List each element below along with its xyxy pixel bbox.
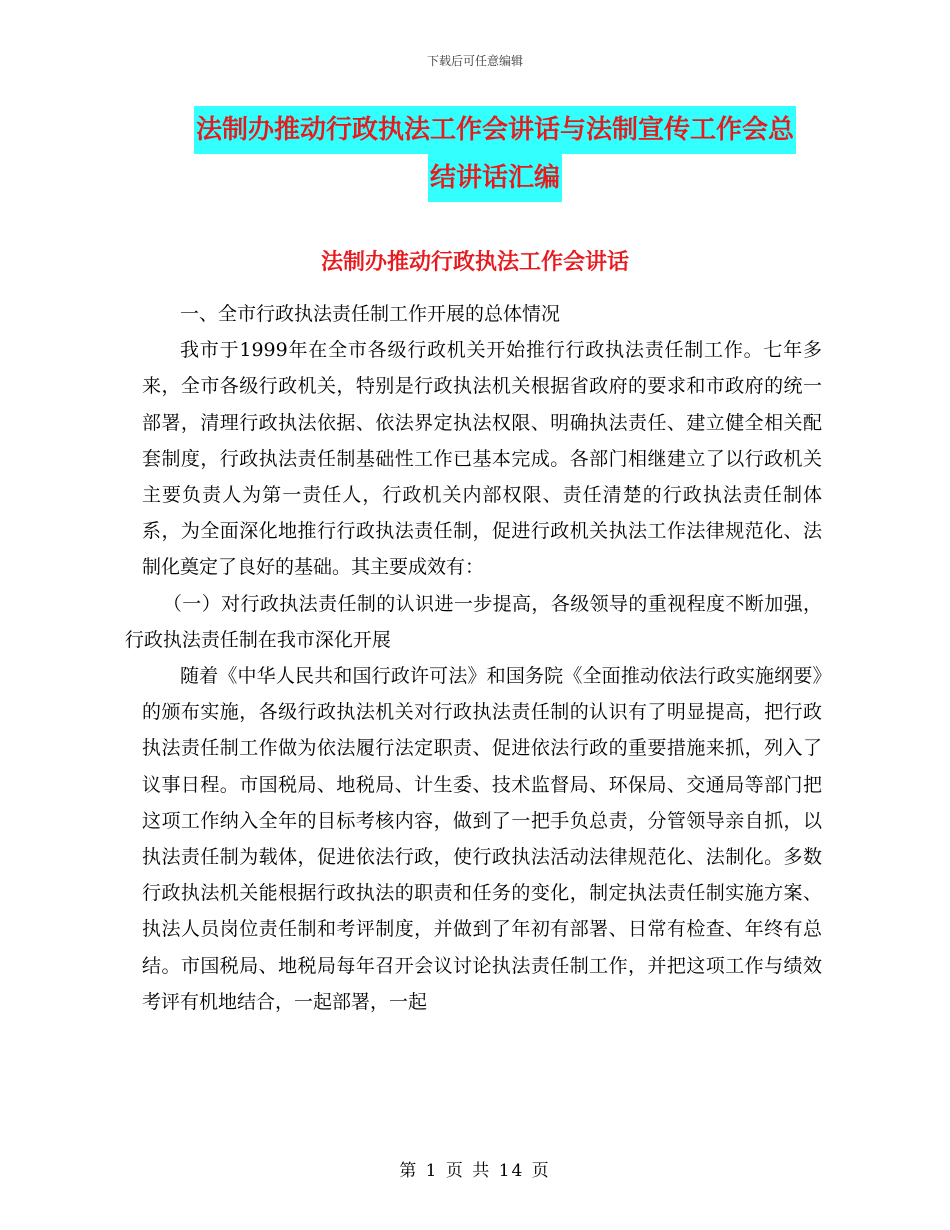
header-note: 下载后可任意编辑 bbox=[426, 54, 523, 68]
paragraph: 随着《中华人民共和国行政许可法》和国务院《全面推动依法行政实施纲要》的颁布实施，各级行政执法机关对行政执法责任制的认识有了明显提高，把行政执法责任制工作做为依法履行法定职责、促进依法行政的重要措施来抓，列入了议事日程。市国税局、地税局、计生委、技术监督局、环保局、交通局等部门把这项工作纳入全年的目标考核内容，做到了一把手负总责，分管领导亲自抓，以执法责任制为载体，促进依法行政，使行政执法活动法律规范化、法制化。多数行政执法机关能根据行政执法的职责和任务的变化，制定执法责任制实施方案、执法人员岗位责任制和考评制度，并做到了年初有部署、日常有检查、年终有总结。市国税局、地税局每年召开会议讨论执法责任制工作，并把这项工作与绩效考评有机地结合，一起部署，一起 bbox=[142, 665, 822, 1013]
document-title-line-1: 法制办推动行政执法工作会讲话与法制宣传工作会总 bbox=[194, 106, 796, 154]
paragraph-heading: 一、全市行政执法责任制工作开展的总体情况 bbox=[180, 303, 561, 325]
paragraph-subheading: （一）对行政执法责任制的认识进一步提高，各级领导的重视程度不断加强，行政执法责任制在我市深化开展 bbox=[124, 592, 822, 651]
page-footer: 第 1 页 共 14 页 bbox=[399, 1161, 551, 1181]
document-title bbox=[140, 106, 850, 202]
body-text bbox=[124, 296, 822, 1020]
paragraph: 我市于1999年在全市各级行政机关开始推行行政执法责任制工作。七年多来，全市各级行政机关，特别是行政执法机关根据省政府的要求和市政府的统一部署，清理行政执法依据、依法界定执法权限、明确执法责任、建立健全相关配套制度，行政执法责任制基础性工作已基本完成。各部门相继建立了以行政机关主要负责人为第一责任人，行政机关内部权限、责任清楚的行政执法责任制体系，为全面深化地推行行政执法责任制，促进行政机关执法工作法律规范化、法制化奠定了良好的基础。其主要成效有： bbox=[142, 339, 822, 579]
section-title: 法制办推动行政执法工作会讲话 bbox=[320, 250, 629, 275]
document-title-line-2: 结讲话汇编 bbox=[428, 154, 562, 202]
